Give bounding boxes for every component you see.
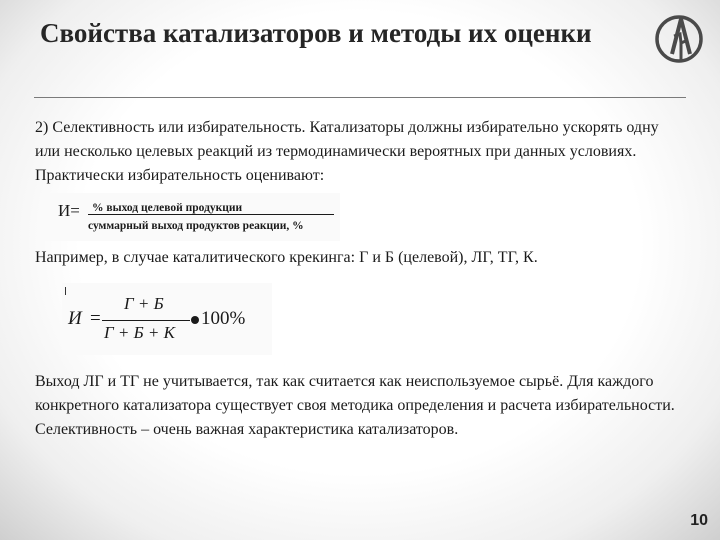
multiply-dot [191,316,199,324]
logo-icon [650,10,708,68]
paragraph-conclusion: Выход ЛГ и ТГ не учитывается, так как считается как неиспользуемое сырьё. Для каждого конкретного катализатора существует своя методика определения и расчета избирательности. Селективность – очень важная характеристика катализаторов. [35,373,675,438]
formula-denominator: суммарный выход продуктов реакции, % [88,220,304,232]
selectivity-formula-symbols [62,283,272,355]
formula-denominator: Г + Б + К [104,323,175,342]
page-number: 10 [690,512,708,529]
selectivity-formula-words [40,193,340,241]
formula-equals: = [90,308,101,329]
paragraph-selectivity: 2) Селективность или избирательность. Катализаторы должны избирательно ускорять одну или несколько целевых реакций из термодинамически вероятных при данных условиях. Практически избирательность оценивают: [35,119,659,184]
fraction-bar [102,320,190,321]
formula-lhs: И [68,308,82,329]
formula-lhs: И= [58,201,80,220]
paragraph-example: Например, в случае каталитического крекинга: Г и Б (целевой), ЛГ, ТГ, К. [35,249,538,266]
formula-numerator: % выход целевой продукции [88,202,334,215]
formula-tick-mark [65,287,66,295]
slide-title: Свойства катализаторов и методы их оценки [40,18,592,48]
title-divider [34,97,686,98]
formula-multiplier: 100% [201,308,246,329]
formula-numerator: Г + Б [124,294,164,313]
